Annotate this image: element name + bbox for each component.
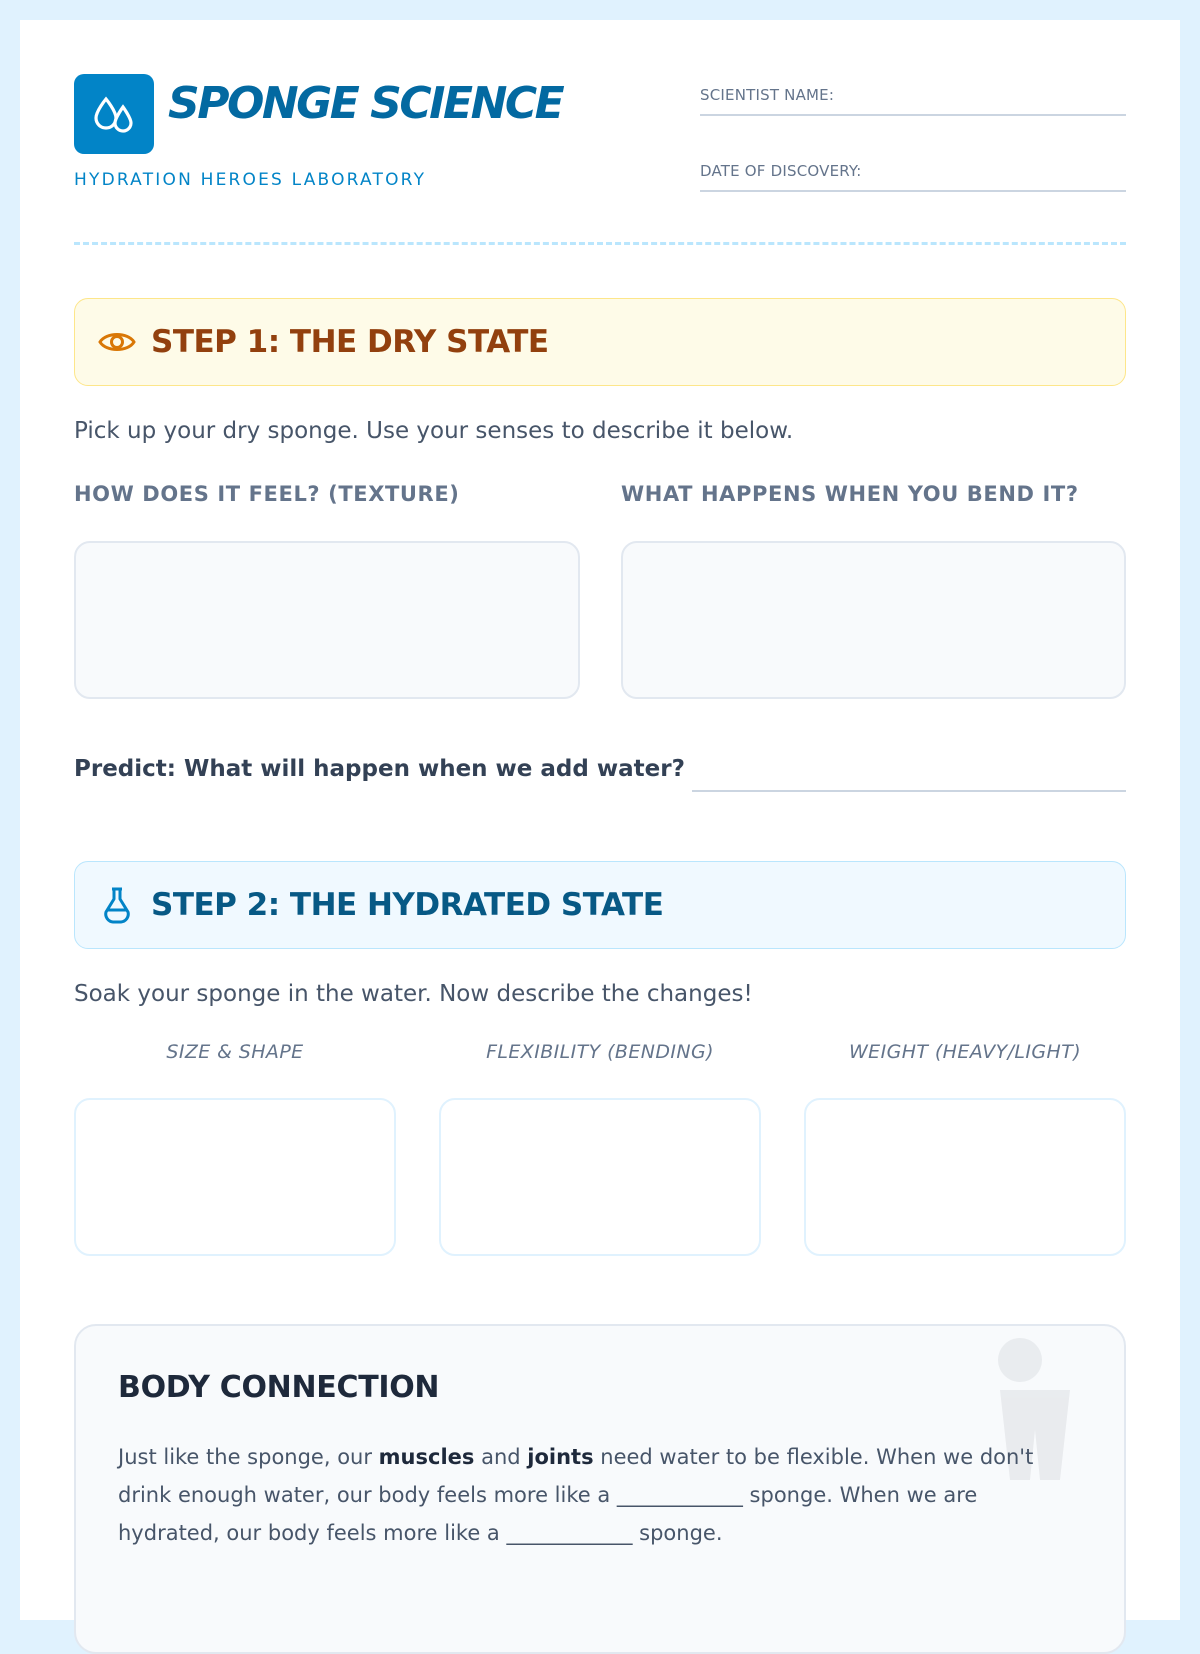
step2-title: STEP 2: THE HYDRATED STATE (151, 887, 664, 923)
scientist-name-field[interactable] (700, 86, 1126, 116)
flexibility-answer-box[interactable] (439, 1098, 761, 1256)
water-drops-icon (91, 91, 137, 137)
size-shape-answer-box[interactable] (74, 1098, 396, 1256)
texture-question: HOW DOES IT FEEL? (TEXTURE) (74, 482, 460, 506)
body-connection-title: BODY CONNECTION (118, 1370, 440, 1405)
step1-banner (74, 298, 1126, 386)
body-connection-panel (74, 1324, 1126, 1654)
date-field[interactable] (700, 162, 1126, 192)
date-label: DATE OF DISCOVERY: (700, 162, 862, 180)
page-title: SPONGE SCIENCE (168, 78, 563, 129)
step2-banner (74, 861, 1126, 949)
flexibility-label: FLEXIBILITY (BENDING) (486, 1041, 714, 1063)
scientist-name-label: SCIENTIST NAME: (700, 86, 835, 104)
step1-title: STEP 1: THE DRY STATE (151, 324, 549, 360)
step1-intro: Pick up your dry sponge. Use your senses to describe it below. (74, 418, 794, 444)
step2-intro: Soak your sponge in the water. Now describe the changes! (74, 981, 753, 1007)
size-shape-label: SIZE & SHAPE (166, 1041, 304, 1063)
texture-answer-box[interactable] (74, 541, 580, 699)
header-divider (74, 242, 1126, 245)
worksheet (20, 20, 1180, 1620)
scientist-name-line[interactable] (700, 114, 1126, 116)
bend-question: WHAT HAPPENS WHEN YOU BEND IT? (621, 482, 1079, 506)
lab-subtitle: HYDRATION HEROES LABORATORY (74, 170, 427, 190)
flask-icon (97, 885, 137, 925)
bend-answer-box[interactable] (621, 541, 1126, 699)
date-line[interactable] (700, 190, 1126, 192)
weight-label: WEIGHT (HEAVY/LIGHT) (848, 1041, 1082, 1063)
predict-question: Predict: What will happen when we add water? (74, 756, 685, 782)
body-connection-text: Just like the sponge, our muscles and joints need water to be flexible. When we don't drink enough water, our body feels more like a ____________ sponge. When we are hydrated, our body feels more like a ____________ sponge. (118, 1445, 1034, 1545)
muscles-keyword: muscles (378, 1445, 475, 1469)
predict-answer-line[interactable] (692, 790, 1126, 792)
logo (74, 74, 154, 154)
weight-answer-box[interactable] (804, 1098, 1126, 1256)
joints-keyword: joints (527, 1445, 594, 1469)
eye-icon (97, 322, 137, 362)
